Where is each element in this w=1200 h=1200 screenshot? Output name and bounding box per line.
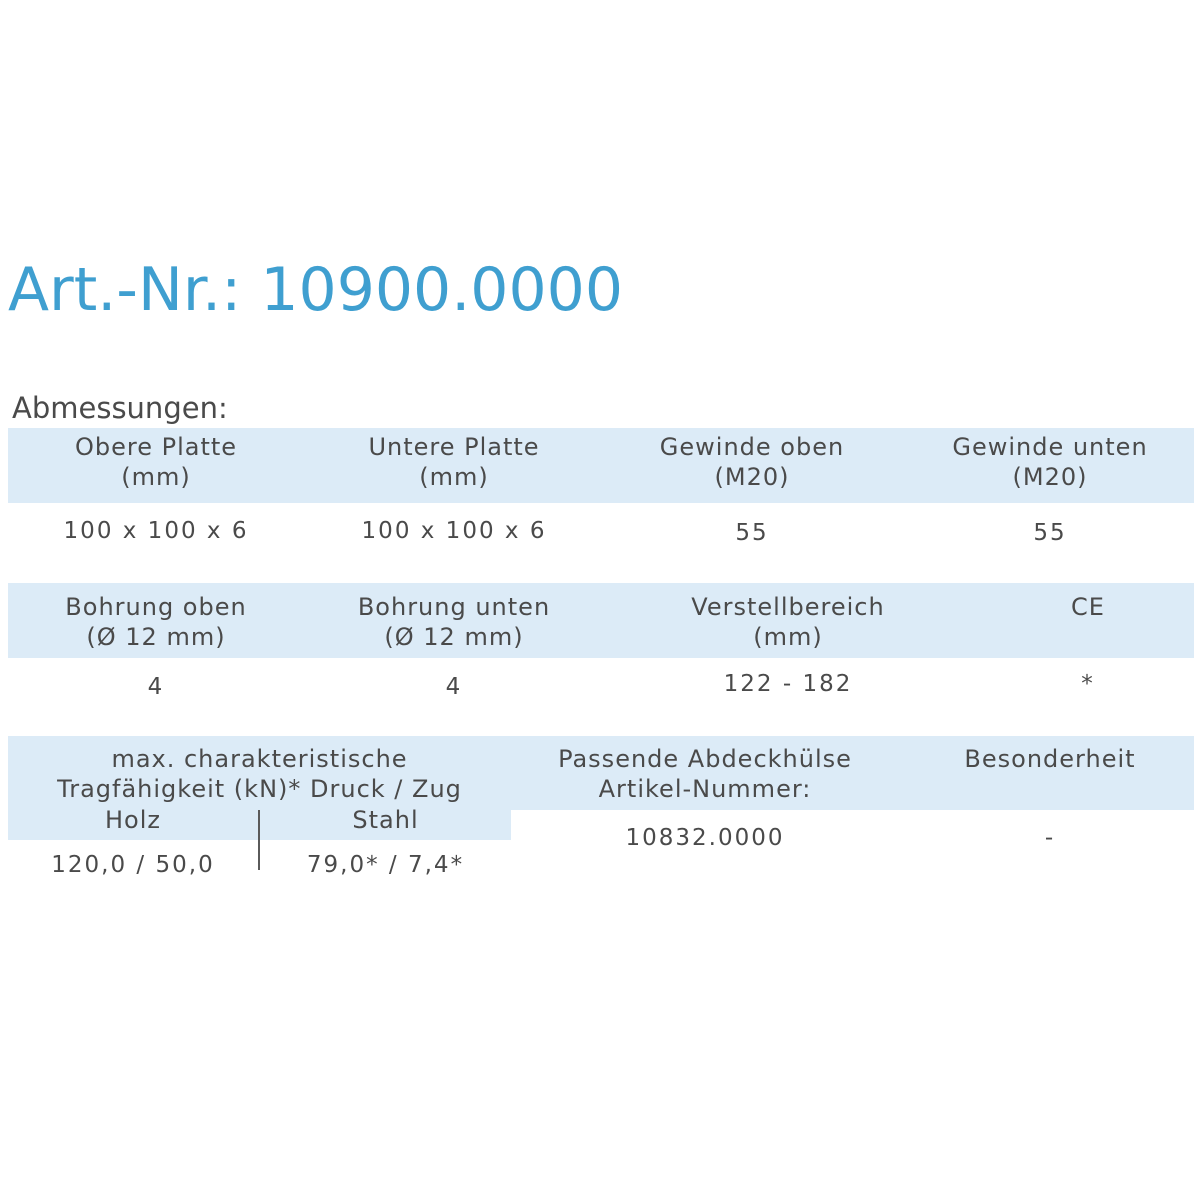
header-line1: max. charakteristische <box>111 745 408 773</box>
subheader-stahl: Stahl <box>352 806 419 834</box>
value-gewinde-oben: 55 <box>735 520 769 546</box>
header-line2: (Ø 12 mm) <box>86 623 226 651</box>
header-line1: Gewinde unten <box>952 433 1148 461</box>
header-gewinde-unten <box>902 432 1198 492</box>
value-obere-platte: 100 x 100 x 6 <box>63 518 249 544</box>
header-untere-platte <box>306 432 602 492</box>
value-bohrung-unten: 4 <box>445 674 463 700</box>
header-line2: (mm) <box>419 463 489 491</box>
header-line1: Untere Platte <box>368 433 540 461</box>
header-line2: (mm) <box>753 623 823 651</box>
header-line2: Tragfähigkeit (kN)* Druck / Zug <box>57 775 462 803</box>
header-line1: Gewinde oben <box>659 433 845 461</box>
header-gewinde-oben <box>604 432 900 492</box>
subheader-holz: Holz <box>105 806 161 834</box>
header-capacity <box>8 744 511 804</box>
value-bohrung-oben: 4 <box>147 674 165 700</box>
header-line2: (mm) <box>121 463 191 491</box>
header-bohrung-unten <box>306 592 602 652</box>
header-line1: CE <box>1071 593 1105 621</box>
header-line1: Obere Platte <box>74 433 238 461</box>
value-holz: 120,0 / 50,0 <box>51 852 215 878</box>
header-line1: Bohrung oben <box>65 593 247 621</box>
header-besonderheit: Besonderheit <box>964 745 1136 773</box>
value-besonderheit: - <box>1044 825 1056 851</box>
dimensions-label: Abmessungen: <box>12 391 228 425</box>
header-line1: Passende Abdeckhülse <box>558 745 852 773</box>
value-ce: * <box>1081 671 1095 697</box>
header-line1: Bohrung unten <box>357 593 551 621</box>
header-obere-platte <box>8 432 304 492</box>
header-abdeckhuelse <box>520 744 890 804</box>
header-line2: (Ø 12 mm) <box>384 623 524 651</box>
value-abdeckhuelse: 10832.0000 <box>625 825 785 851</box>
value-untere-platte: 100 x 100 x 6 <box>361 518 547 544</box>
header-line2: Artikel-Nummer: <box>598 775 812 803</box>
header-line2: (M20) <box>714 463 790 491</box>
article-number-title: Art.-Nr.: 10900.0000 <box>8 255 623 325</box>
header-line2: (M20) <box>1012 463 1088 491</box>
value-verstellbereich: 122 - 182 <box>723 671 853 697</box>
header-verstellbereich <box>640 592 936 652</box>
header-line1: Verstellbereich <box>691 593 885 621</box>
value-gewinde-unten: 55 <box>1033 520 1067 546</box>
header-ce <box>940 592 1200 622</box>
header-bohrung-oben <box>8 592 304 652</box>
value-stahl: 79,0* / 7,4* <box>306 852 465 878</box>
